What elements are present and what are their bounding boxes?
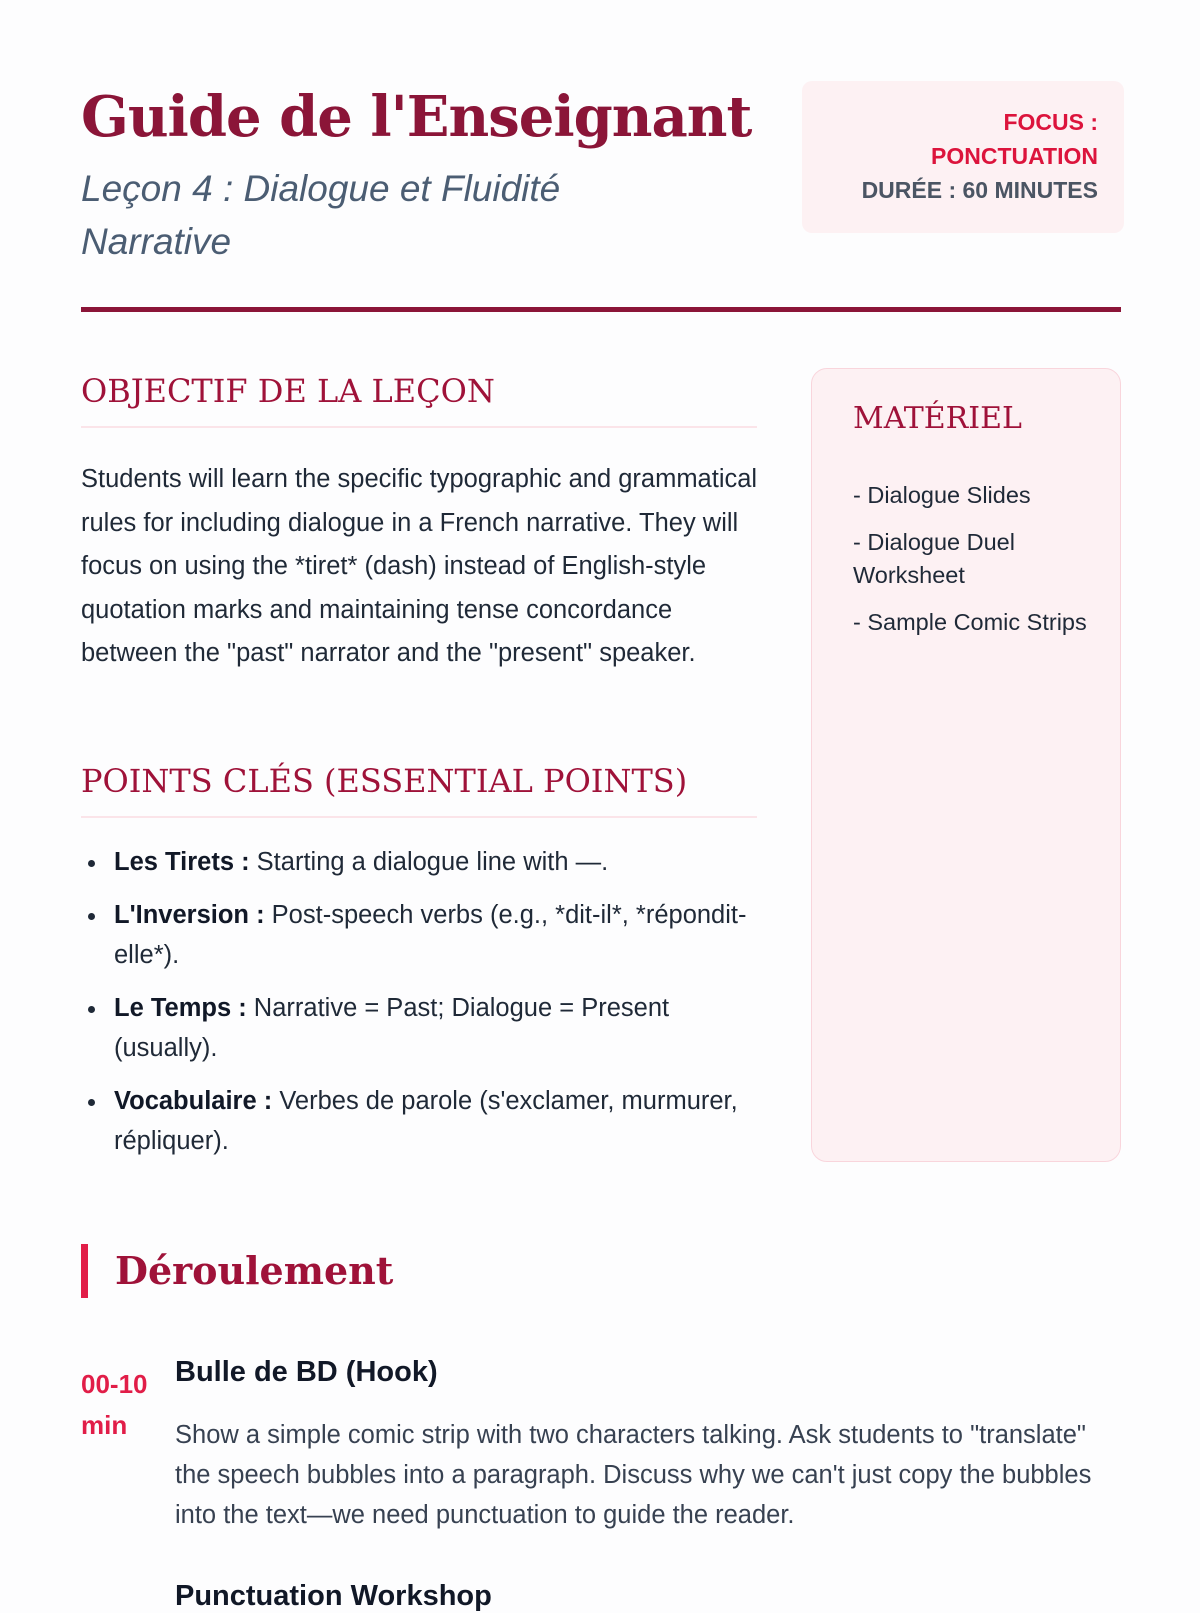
step-time: 00-10 min — [81, 1369, 148, 1440]
materials-panel — [811, 368, 1121, 1162]
point-text: Verbes de parole (s'exclamer, murmurer, répliquer). — [114, 1087, 738, 1155]
list-item — [81, 1081, 761, 1161]
focus-label: FOCUS : — [1003, 109, 1098, 135]
list-item — [81, 895, 761, 975]
list-item — [81, 988, 761, 1068]
header-divider — [81, 307, 1121, 312]
page-header — [81, 78, 1121, 318]
materials-heading: MATÉRIEL — [853, 401, 1022, 436]
key-points-heading: POINTS CLÉS (ESSENTIAL POINTS) — [81, 762, 757, 818]
step-description: Show a simple comic strip with two characters talking. Ask students to "translate" the speech bubbles into a paragraph. Discuss why we can't just copy the bubbles into the text—we need punctuation to guide the reader. — [175, 1421, 1092, 1529]
list-item — [81, 842, 761, 882]
objective-text: Students will learn the specific typographic and grammatical rules for including dialogue in a French narrative. They will focus on using the *tiret* (dash) instead of English-style quotation marks and maintaining tense concordance between the "past" narrator and the "present" speaker. — [81, 465, 758, 667]
key-points-list — [81, 842, 761, 1174]
point-term: Le Temps : — [114, 994, 247, 1022]
step-title: Bulle de BD (Hook) — [175, 1356, 438, 1388]
point-term: Vocabulaire : — [114, 1087, 273, 1115]
point-term: L'Inversion : — [114, 901, 265, 929]
lesson-subtitle: Leçon 4 : Dialogue et Fluidité Narrative — [81, 168, 561, 262]
materials-list — [853, 479, 1093, 653]
material-item: - Dialogue Duel Worksheet — [853, 529, 1015, 588]
point-text: Narrative = Past; Dialogue = Present (usually). — [114, 994, 670, 1062]
point-text: Post-speech verbs (e.g., *dit-il*, *répondit-elle*). — [114, 901, 747, 969]
point-text: Starting a dialogue line with —. — [249, 848, 609, 876]
focus-badge — [802, 81, 1124, 233]
focus-topic: PONCTUATION — [931, 143, 1098, 169]
material-item: - Dialogue Slides — [853, 482, 1031, 508]
step-title: Punctuation Workshop — [175, 1580, 492, 1612]
objective-heading: OBJECTIF DE LA LEÇON — [81, 372, 757, 428]
page-title: Guide de l'Enseignant — [81, 84, 752, 150]
point-term: Les Tirets : — [114, 848, 250, 876]
procedure-heading: Déroulement — [81, 1244, 393, 1298]
material-item: - Sample Comic Strips — [853, 609, 1087, 635]
duration-label: DURÉE : 60 MINUTES — [861, 177, 1098, 203]
